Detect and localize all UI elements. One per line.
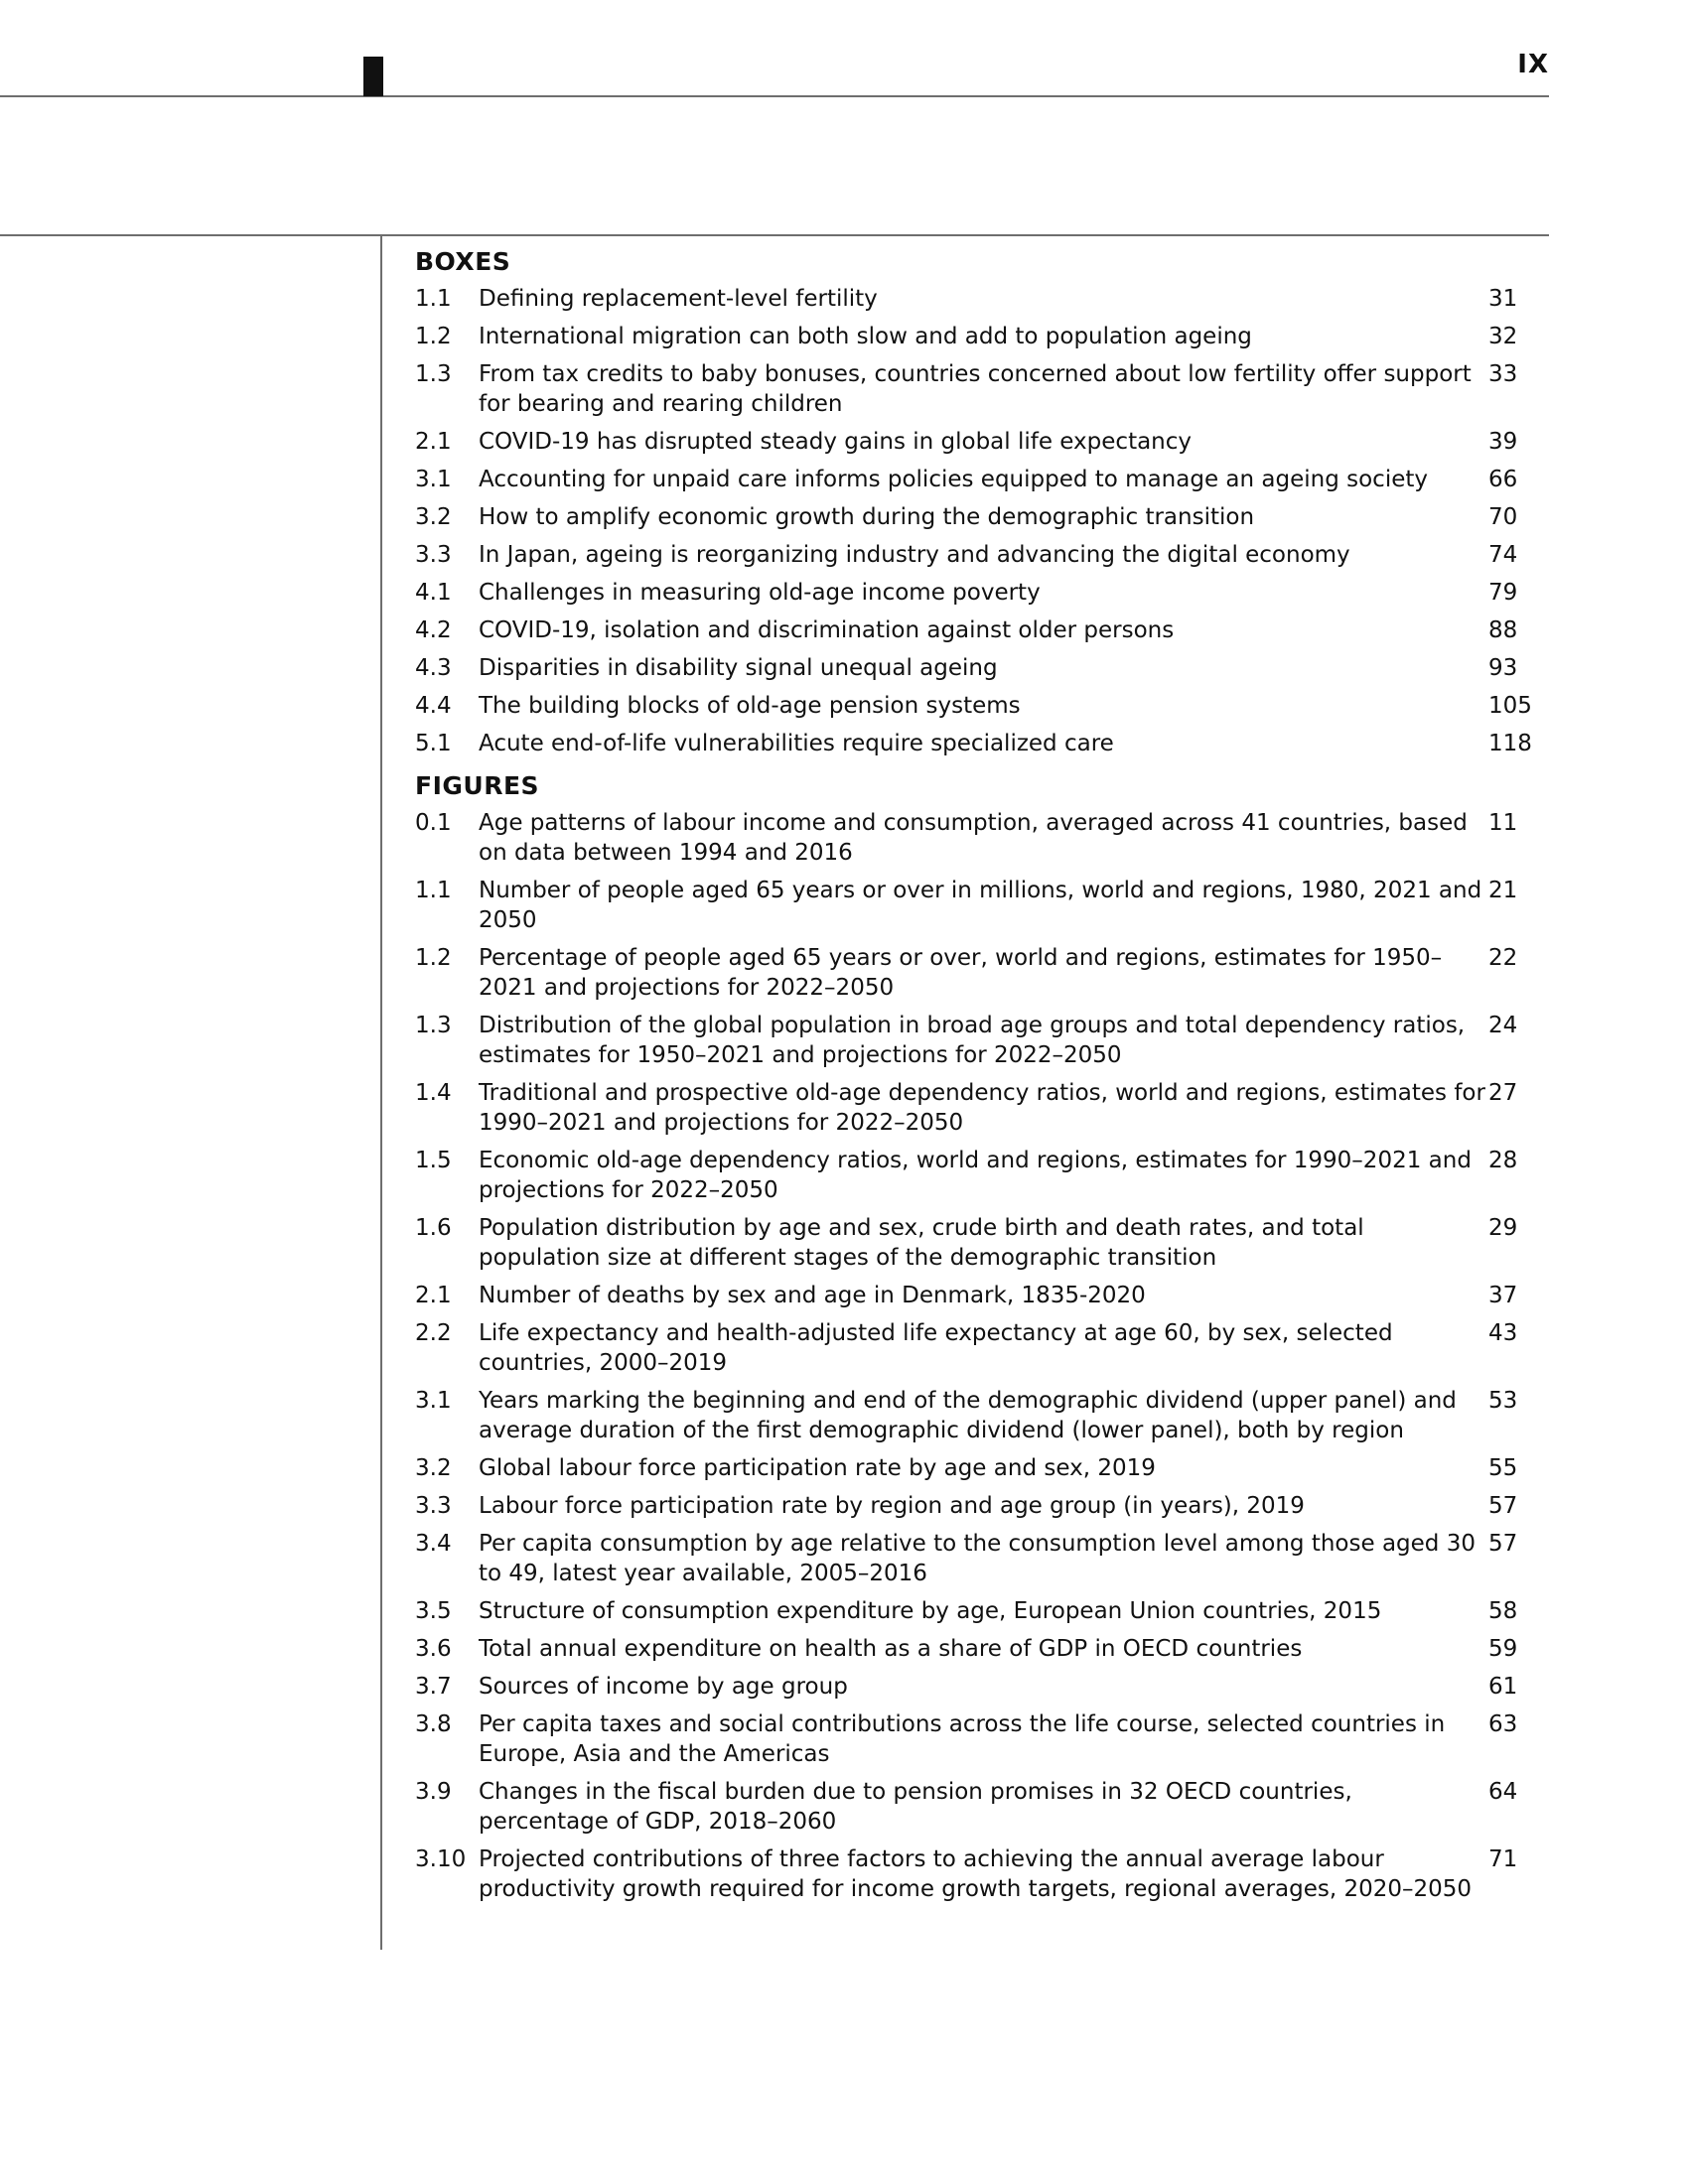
toc-entry[interactable] — [415, 691, 1559, 721]
entry-number: 1.4 — [415, 1080, 452, 1106]
entry-number: 3.2 — [415, 1455, 452, 1481]
content-top-rule — [0, 234, 1549, 236]
entry-title: Age patterns of labour income and consumption, averaged across 41 countries, based on data between 1994 and 2016 — [479, 810, 1468, 866]
entry-page-number: 37 — [1488, 1283, 1518, 1308]
entry-title: Disparities in disability signal unequal ageing — [479, 655, 998, 681]
entry-title: Number of deaths by sex and age in Denmark, 1835-2020 — [479, 1283, 1146, 1308]
entry-number: 3.4 — [415, 1531, 452, 1557]
entry-page-number: 21 — [1488, 878, 1518, 903]
toc-entry[interactable] — [415, 427, 1559, 457]
entry-page-number: 24 — [1488, 1013, 1518, 1038]
toc-entry[interactable] — [415, 1213, 1559, 1273]
entry-number: 2.1 — [415, 429, 452, 455]
entry-page-number: 61 — [1488, 1674, 1518, 1700]
toc-entry[interactable] — [415, 1386, 1559, 1445]
entry-number: 1.3 — [415, 361, 452, 387]
entry-title: Traditional and prospective old-age dependency ratios, world and regions, estimates for 1990–2021 and projections for 2022–2050 — [479, 1080, 1485, 1136]
toc-entry[interactable] — [415, 808, 1559, 868]
entry-page-number: 74 — [1488, 542, 1518, 568]
entry-number: 1.2 — [415, 324, 452, 349]
toc-entry[interactable] — [415, 1453, 1559, 1483]
entry-page-number: 71 — [1488, 1846, 1518, 1872]
toc-entry[interactable] — [415, 1844, 1559, 1904]
entry-number: 2.2 — [415, 1320, 452, 1346]
toc-entry[interactable] — [415, 540, 1559, 570]
entry-title: Economic old-age dependency ratios, world and regions, estimates for 1990–2021 and projections for 2022–2050 — [479, 1148, 1472, 1203]
entry-page-number: 58 — [1488, 1598, 1518, 1624]
entry-page-number: 79 — [1488, 580, 1518, 606]
toc-entry[interactable] — [415, 502, 1559, 532]
entry-number: 3.7 — [415, 1674, 452, 1700]
entry-page-number: 105 — [1488, 693, 1532, 719]
entry-page-number: 59 — [1488, 1636, 1518, 1662]
toc-entry[interactable] — [415, 943, 1559, 1003]
toc-entry[interactable] — [415, 322, 1559, 351]
entry-title: Defining replacement-level fertility — [479, 286, 878, 312]
toc-entry[interactable] — [415, 1146, 1559, 1205]
entry-page-number: 55 — [1488, 1455, 1518, 1481]
entry-number: 2.1 — [415, 1283, 452, 1308]
entry-page-number: 28 — [1488, 1148, 1518, 1173]
toc-entry[interactable] — [415, 1672, 1559, 1702]
toc-entry[interactable] — [415, 1777, 1559, 1837]
entry-title: Per capita consumption by age relative to the consumption level among those aged 30 to 49, latest year available, 2005–2016 — [479, 1531, 1476, 1586]
toc-entry[interactable] — [415, 1529, 1559, 1588]
entry-page-number: 64 — [1488, 1779, 1518, 1805]
entry-page-number: 66 — [1488, 467, 1518, 492]
entry-number: 1.1 — [415, 286, 452, 312]
toc-entry[interactable] — [415, 1281, 1559, 1310]
entry-title: Total annual expenditure on health as a share of GDP in OECD countries — [479, 1636, 1303, 1662]
entry-page-number: 11 — [1488, 810, 1518, 836]
entry-title: Structure of consumption expenditure by age, European Union countries, 2015 — [479, 1598, 1382, 1624]
entry-number: 3.1 — [415, 1388, 452, 1414]
entry-page-number: 22 — [1488, 945, 1518, 971]
section-heading-boxes: BOXES — [415, 247, 511, 276]
entry-page-number: 53 — [1488, 1388, 1518, 1414]
entry-title: How to amplify economic growth during the demographic transition — [479, 504, 1255, 530]
toc-entry[interactable] — [415, 284, 1559, 314]
entry-page-number: 118 — [1488, 731, 1532, 756]
toc-entry[interactable] — [415, 1491, 1559, 1521]
entry-title: International migration can both slow and add to population ageing — [479, 324, 1252, 349]
toc-entry[interactable] — [415, 359, 1559, 419]
entry-number: 4.3 — [415, 655, 452, 681]
entry-title: Years marking the beginning and end of the demographic dividend (upper panel) and average duration of the first demographic dividend (lower panel), both by region — [479, 1388, 1457, 1443]
entry-page-number: 43 — [1488, 1320, 1518, 1346]
entry-number: 0.1 — [415, 810, 452, 836]
table-of-contents — [415, 246, 1559, 1912]
entry-page-number: 32 — [1488, 324, 1518, 349]
entry-page-number: 93 — [1488, 655, 1518, 681]
entry-page-number: 70 — [1488, 504, 1518, 530]
entry-title: Acute end-of-life vulnerabilities require specialized care — [479, 731, 1114, 756]
toc-entry[interactable] — [415, 578, 1559, 608]
entry-number: 4.1 — [415, 580, 452, 606]
page-number: IX — [1517, 50, 1549, 79]
entry-number: 5.1 — [415, 731, 452, 756]
entry-page-number: 88 — [1488, 617, 1518, 643]
entry-number: 3.3 — [415, 1493, 452, 1519]
entry-title: The building blocks of old-age pension systems — [479, 693, 1021, 719]
entry-page-number: 63 — [1488, 1711, 1518, 1737]
entry-title: Sources of income by age group — [479, 1674, 848, 1700]
entry-page-number: 33 — [1488, 361, 1518, 387]
section-marker — [363, 57, 383, 96]
entry-title: Projected contributions of three factors to achieving the annual average labour productivity growth required for income growth targets, regional averages, 2020–2050 — [479, 1846, 1473, 1902]
entry-title: Global labour force participation rate by age and sex, 2019 — [479, 1455, 1156, 1481]
entry-page-number: 27 — [1488, 1080, 1518, 1106]
entry-number: 3.10 — [415, 1846, 467, 1872]
toc-entry[interactable] — [415, 615, 1559, 645]
entry-number: 4.4 — [415, 693, 452, 719]
entry-page-number: 57 — [1488, 1531, 1518, 1557]
entry-title: Distribution of the global population in broad age groups and total dependency ratios, estimates for 1950–2021 and projections for 2022–2050 — [479, 1013, 1466, 1068]
toc-entry[interactable] — [415, 1318, 1559, 1378]
entry-page-number: 31 — [1488, 286, 1518, 312]
entry-number: 3.3 — [415, 542, 452, 568]
entry-title: Percentage of people aged 65 years or over, world and regions, estimates for 1950–2021 and projections for 2022–2050 — [479, 945, 1443, 1001]
entry-page-number: 29 — [1488, 1215, 1518, 1241]
entry-number: 1.2 — [415, 945, 452, 971]
entry-number: 1.3 — [415, 1013, 452, 1038]
entry-title: COVID-19, isolation and discrimination against older persons — [479, 617, 1175, 643]
entry-number: 3.2 — [415, 504, 452, 530]
entry-title: Labour force participation rate by region and age group (in years), 2019 — [479, 1493, 1305, 1519]
entry-number: 4.2 — [415, 617, 452, 643]
entry-number: 3.8 — [415, 1711, 452, 1737]
entry-number: 1.6 — [415, 1215, 452, 1241]
entry-number: 3.9 — [415, 1779, 452, 1805]
entry-title: From tax credits to baby bonuses, countries concerned about low fertility offer support for bearing and rearing children — [479, 361, 1472, 417]
entry-number: 1.5 — [415, 1148, 452, 1173]
entry-number: 3.1 — [415, 467, 452, 492]
toc-entry[interactable] — [415, 1011, 1559, 1070]
entry-title: COVID-19 has disrupted steady gains in global life expectancy — [479, 429, 1193, 455]
entry-title: Population distribution by age and sex, crude birth and death rates, and total population size at different stages of the demographic transition — [479, 1215, 1364, 1271]
toc-entry[interactable] — [415, 1634, 1559, 1664]
header-rule — [0, 95, 1549, 97]
entry-title: In Japan, ageing is reorganizing industry and advancing the digital economy — [479, 542, 1350, 568]
content-left-rule — [380, 236, 382, 1950]
toc-entry[interactable] — [415, 876, 1559, 935]
entry-title: Challenges in measuring old-age income poverty — [479, 580, 1041, 606]
entry-title: Number of people aged 65 years or over in millions, world and regions, 1980, 2021 and 2050 — [479, 878, 1482, 933]
toc-entry[interactable] — [415, 653, 1559, 683]
entry-number: 3.5 — [415, 1598, 452, 1624]
entry-page-number: 39 — [1488, 429, 1518, 455]
entry-title: Changes in the fiscal burden due to pension promises in 32 OECD countries, percentage of GDP, 2018–2060 — [479, 1779, 1352, 1835]
section-heading-figures: FIGURES — [415, 771, 540, 800]
toc-entry[interactable] — [415, 1709, 1559, 1769]
toc-entry[interactable] — [415, 465, 1559, 494]
entry-title: Accounting for unpaid care informs policies equipped to manage an ageing society — [479, 467, 1428, 492]
entry-title: Per capita taxes and social contributions across the life course, selected countries in Europe, Asia and the Americas — [479, 1711, 1446, 1767]
toc-entry[interactable] — [415, 1596, 1559, 1626]
toc-entry[interactable] — [415, 1078, 1559, 1138]
entry-number: 1.1 — [415, 878, 452, 903]
toc-entry[interactable] — [415, 729, 1559, 758]
entry-title: Life expectancy and health-adjusted life expectancy at age 60, by sex, selected countries, 2000–2019 — [479, 1320, 1393, 1376]
entry-number: 3.6 — [415, 1636, 452, 1662]
entry-page-number: 57 — [1488, 1493, 1518, 1519]
